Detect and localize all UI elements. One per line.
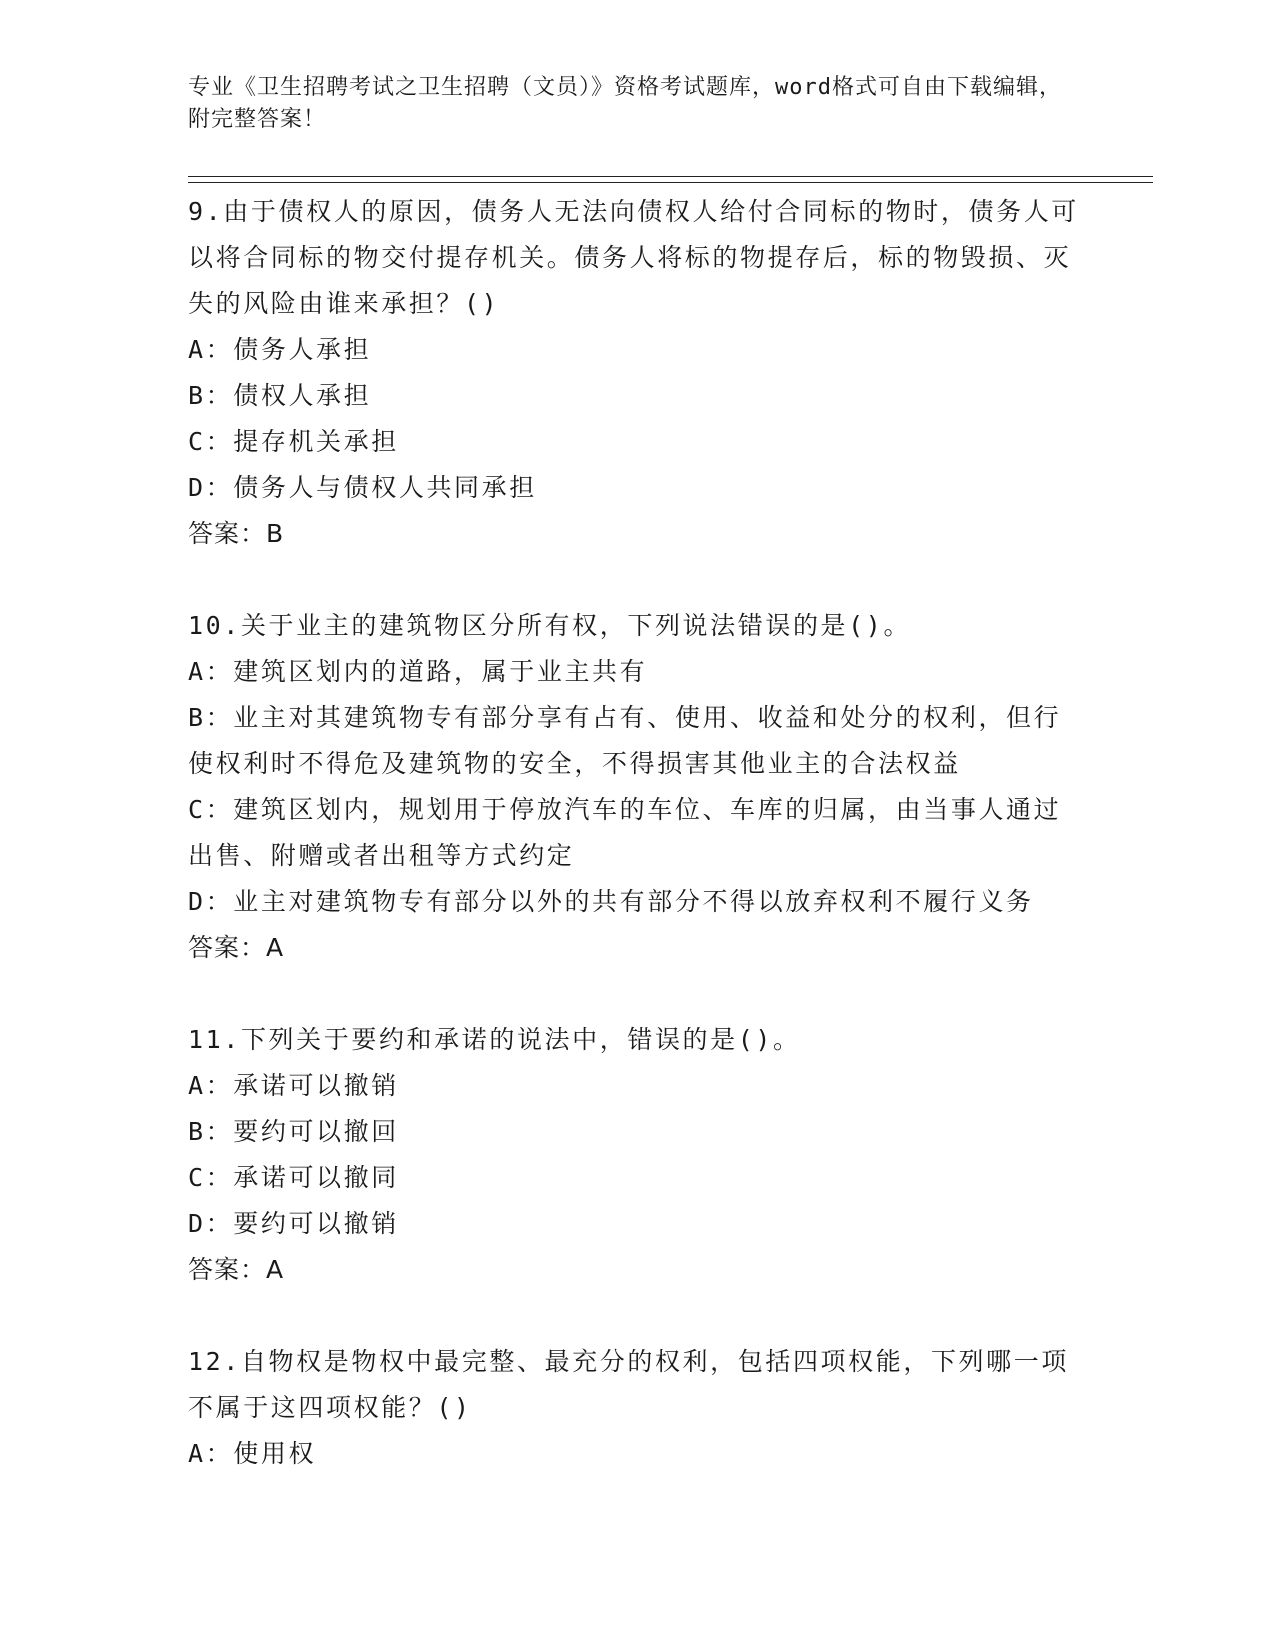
question-text: 10.关于业主的建筑物区分所有权，下列说法错误的是()。 [188,611,912,640]
header-divider-bottom [188,182,1153,183]
answer-label: 答案：B [188,519,285,548]
option-d: D：业主对建筑物专有部分以外的共有部分不得以放弃权利不履行义务 [188,887,1034,916]
option-b: B：业主对其建筑物专有部分享有占有、使用、收益和处分的权利，但行使权利时不得危及建筑物的安全，不得损害其他业主的合法权益 [188,703,1062,778]
option-c: C：建筑区划内，规划用于停放汽车的车位、车库的归属，由当事人通过出售、附赠或者出租等方式约定 [188,795,1062,870]
option-d: D：要约可以撤销 [188,1209,399,1238]
option-c: C：承诺可以撤同 [188,1163,399,1192]
header-divider-top [188,176,1153,177]
question-12 [188,1339,1088,1477]
spacer [188,557,1088,603]
option-a: A：建筑区划内的道路，属于业主共有 [188,657,648,686]
question-list [188,189,1088,1477]
spacer [188,1293,1088,1339]
answer-label: 答案：A [188,1255,285,1284]
option-b: B：要约可以撤回 [188,1117,399,1146]
option-a: A：债务人承担 [188,335,372,364]
question-10 [188,603,1088,971]
question-text: 9.由于债权人的原因，债务人无法向债权人给付合同标的物时，债务人可以将合同标的物交付提存机关。债务人将标的物提存后，标的物毁损、灭失的风险由谁来承担？() [188,197,1079,318]
option-b: B：债权人承担 [188,381,372,410]
question-text: 12.自物权是物权中最完整、最充分的权利，包括四项权能，下列哪一项不属于这四项权能？() [188,1347,1069,1422]
option-d: D：债务人与债权人共同承担 [188,473,537,502]
option-a: A：使用权 [188,1439,317,1468]
answer-label: 答案：A [188,933,285,962]
question-11 [188,1017,1088,1293]
spacer [188,971,1088,1017]
option-c: C：提存机关承担 [188,427,399,456]
option-a: A：承诺可以撤销 [188,1071,399,1100]
document-header: 专业《卫生招聘考试之卫生招聘（文员）》资格考试题库，word格式可自由下载编辑，附完整答案！ [188,75,1062,132]
question-9 [188,189,1088,557]
question-text: 11.下列关于要约和承诺的说法中，错误的是()。 [188,1025,801,1054]
